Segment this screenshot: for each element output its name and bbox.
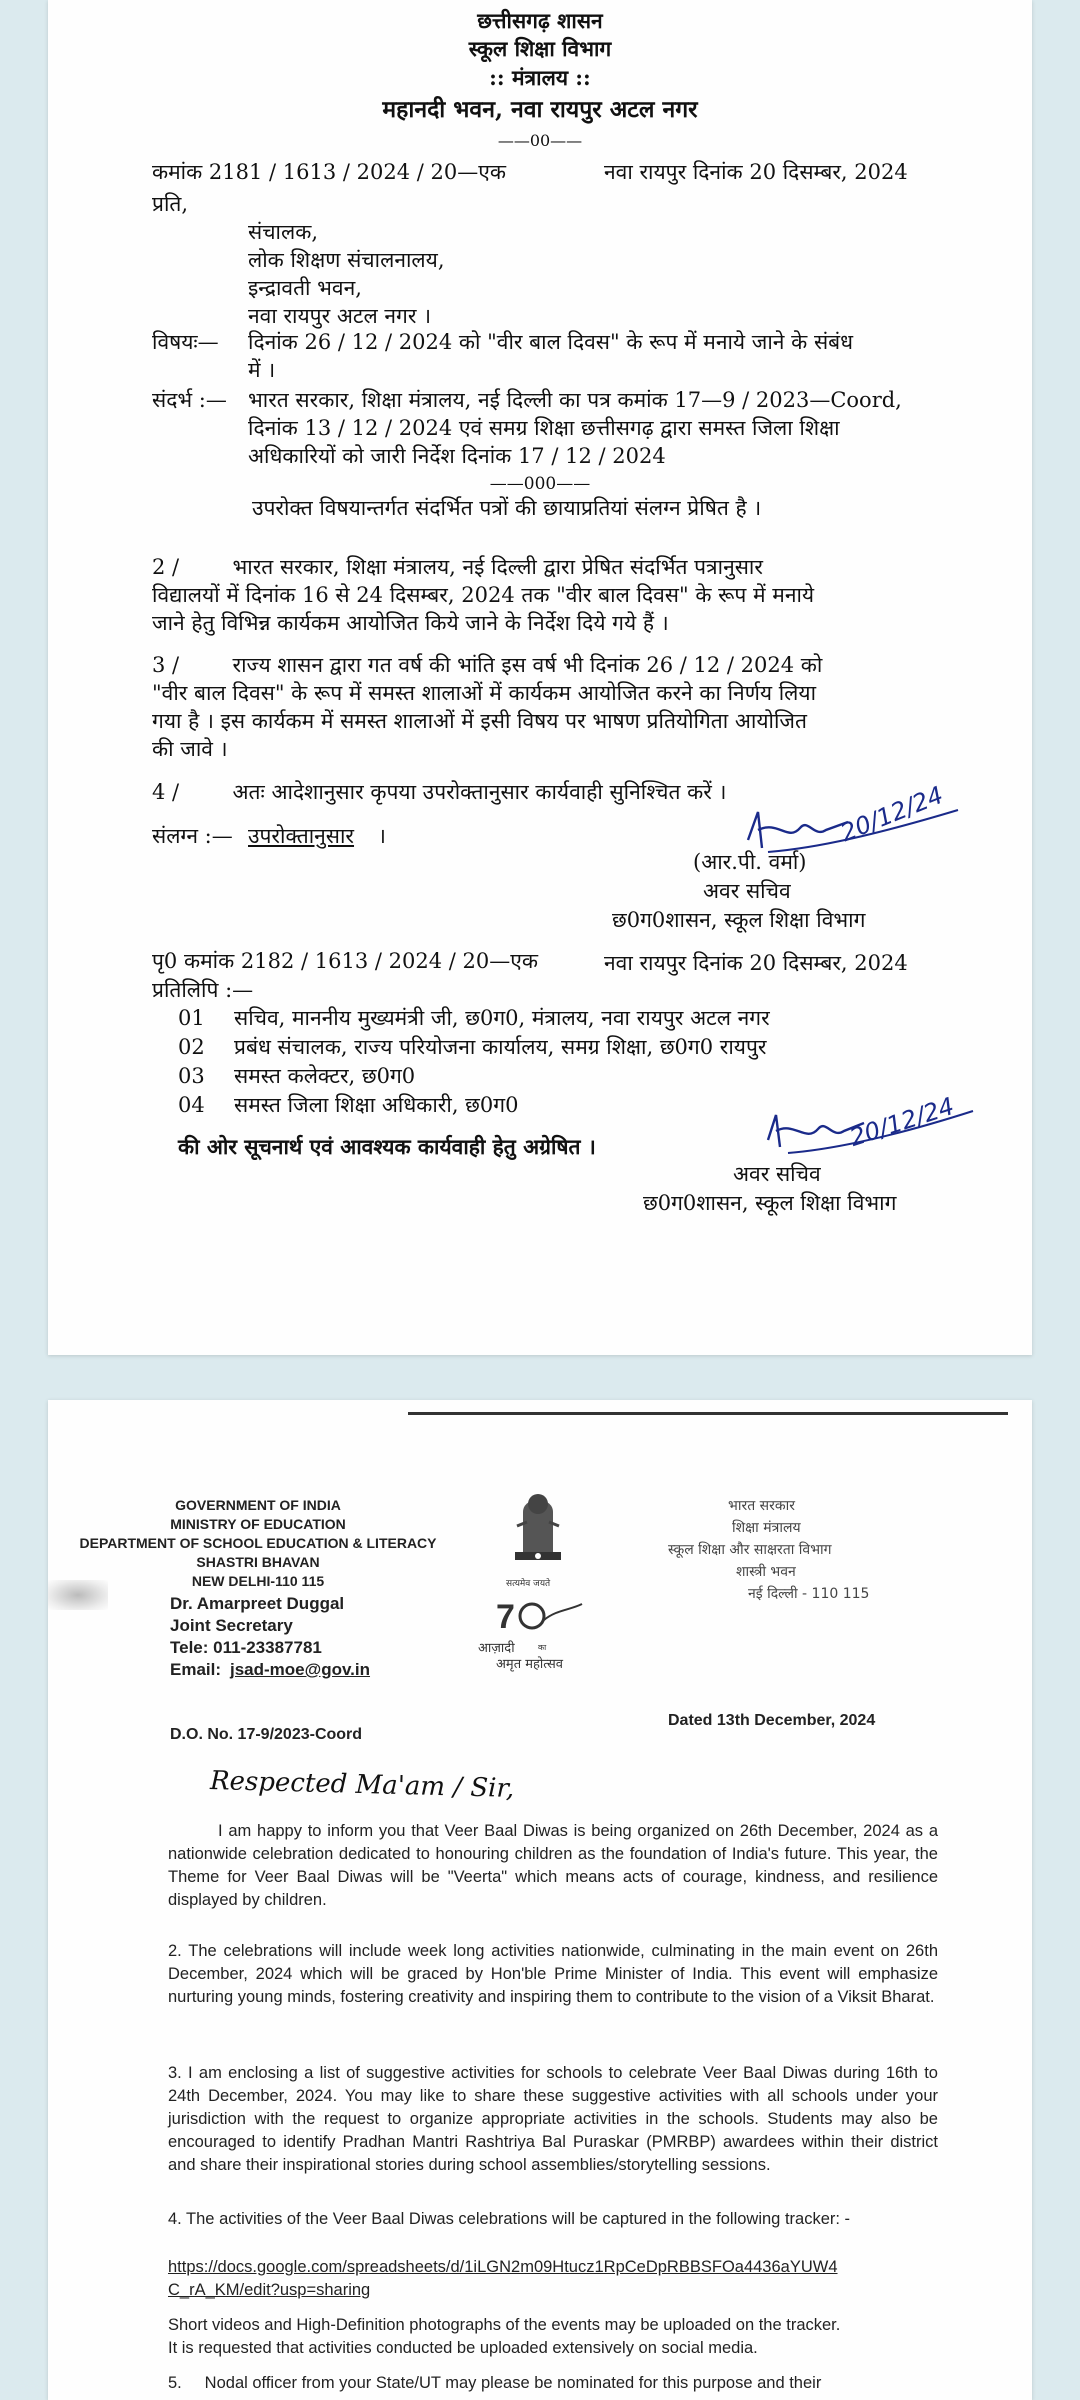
signer-name: (आर.पी. वर्मा) — [693, 850, 807, 874]
header-separator: ——00—— — [497, 131, 583, 150]
letter-date: Dated 13th December, 2024 — [668, 1712, 876, 1729]
paragraph-2-line: 2 / भारत सरकार, शिक्षा मंत्रालय, नई दिल्ली द्वारा प्रेषित संदर्भित पत्रानुसार — [152, 555, 763, 579]
english-paragraph-4: 4. The activities of the Veer Baal Diwas celebrations will be captured in the following tracker: - — [168, 2210, 851, 2228]
scan-smudge — [48, 1580, 108, 1610]
forward-note: की ओर सूचनार्थ एवं आवश्यक कार्यवाही हेतु अग्रेषित । — [178, 1134, 596, 1159]
subject-line: में । — [248, 358, 276, 382]
copy-reference-number: पृ0 कमांक 2182 / 1613 / 2024 / 20—एक — [152, 949, 538, 973]
enclosure-value: उपरोक्तानुसार — [248, 824, 355, 848]
signer-title: अवर सचिव — [703, 879, 791, 903]
english-paragraph-5a: Short videos and High-Definition photographs of the events may be uploaded on the tracker. — [168, 2316, 841, 2334]
hindi-gov-line: भारत सरकार — [728, 1498, 795, 1514]
enclosure-label: संलग्न :— — [152, 824, 233, 848]
copy-item-text: समस्त कलेक्टर, छ0ग0 — [234, 1064, 416, 1088]
english-paragraph-2: 2. The celebrations will include week long activities nationwide, culminating in the main event on 26th December, 2024 which will be graced by Hon'ble Prime Minister of India. This event will emphasize nurturing young minds, fostering creativity and inspiring them to contribute to the vision of a Viksit Bharat. — [168, 1942, 938, 2006]
header-line-1: छत्तीसगढ़ शासन — [477, 8, 603, 33]
english-paragraph-5b: It is requested that activities conducted be uploaded extensively on social media. — [168, 2339, 758, 2357]
azadi-line-2: अमृत महोत्सव — [496, 1657, 564, 1672]
copy-item-number: 02 — [178, 1035, 205, 1059]
header-line-4: महानदी भवन, नवा रायपुर अटल नगर — [382, 96, 698, 123]
azadi-ka: का — [538, 1643, 547, 1652]
addressee-line: इन्द्रावती भवन, — [248, 276, 362, 300]
english-paragraph-3: 3. I am enclosing a list of suggestive activities for schools to celebrate Veer Baal Diwas during 16th to 24th December, 2024. You may like to share these suggestive activities with all schools under your jurisdiction with the request to organize appropriate activities in the schools. Students may also be encouraged to identify Pradhan Mantri Rashtriya Bal Puraskar (PMRBP) awardees within their district and share their inspirational stories during school assemblies/storytelling sessions. — [168, 2064, 938, 2174]
emblem-motto: सत्यमेव जयते — [506, 1579, 551, 1589]
signature-date: 20/12/24 — [836, 780, 948, 848]
paragraph-1: उपरोक्त विषयान्तर्गत संदर्भित पत्रों की छायाप्रतियां संलग्न प्रेषित है । — [252, 496, 762, 520]
svg-text:7: 7 — [496, 1598, 515, 1636]
copy-item-number: 03 — [178, 1064, 205, 1088]
hindi-gov-line: स्कूल शिक्षा और साक्षरता विभाग — [668, 1542, 832, 1558]
email-link[interactable]: jsad-moe@gov.in — [230, 1660, 371, 1679]
hindi-gov-line: शास्त्री भवन — [736, 1564, 796, 1580]
copy-item-text: समस्त जिला शिक्षा अधिकारी, छ0ग0 — [234, 1093, 519, 1117]
subject-line: दिनांक 26 / 12 / 2024 को "वीर बाल दिवस" के रूप में मनाये जाने के संबंध — [248, 330, 854, 354]
paragraph-3-line: "वीर बाल दिवस" के रूप में समस्त शालाओं में कार्यकम आयोजित करने का निर्णय लिया — [152, 681, 817, 705]
signer-department: छ0ग0शासन, स्कूल शिक्षा विभाग — [612, 908, 866, 932]
reference-line: अधिकारियों को जारी निर्देश दिनांक 17 / 12 / 2024 — [248, 444, 666, 468]
email-label: Email: — [170, 1660, 222, 1679]
copy-item-number: 01 — [178, 1006, 205, 1030]
top-scan-line — [408, 1412, 1008, 1415]
signature-2-date: 20/12/24 — [846, 1092, 958, 1152]
addressee-line: संचालक, — [248, 220, 319, 244]
salutation: Respected Ma'am / Sir, — [209, 1766, 515, 1804]
copy-place-date: नवा रायपुर दिनांक 20 दिसम्बर, 2024 — [604, 951, 908, 975]
header-line-2: स्कूल शिक्षा विभाग — [468, 36, 612, 61]
english-paragraph-6: 5. Nodal officer from your State/UT may please be nominated for this purpose and their — [168, 2374, 822, 2392]
paragraph-3-line: 3 / राज्य शासन द्वारा गत वर्ष की भांति इस वर्ष भी दिनांक 26 / 12 / 2024 को — [152, 653, 823, 677]
header-line-3: :: मंत्रालय :: — [489, 65, 591, 90]
paragraph-3-line: की जावे । — [152, 737, 228, 761]
gov-line: MINISTRY OF EDUCATION — [170, 1516, 346, 1532]
reference-line: दिनांक 13 / 12 / 2024 एवं समग्र शिक्षा छत्तीसगढ़ द्वारा समस्त जिला शिक्षा — [248, 416, 840, 440]
tracker-link-line-2[interactable]: C_rA_KM/edit?usp=sharing — [168, 2281, 371, 2299]
azadi-ka-amrit-mahotsav-logo — [486, 1596, 586, 1640]
copy-item-text: सचिव, माननीय मुख्यमंत्री जी, छ0ग0, मंत्रालय, नवा रायपुर अटल नगर — [234, 1006, 770, 1030]
hindi-gov-line: शिक्षा मंत्रालय — [732, 1520, 801, 1536]
paragraph-3-line: गया है । इस कार्यकम में समस्त शालाओं में इसी विषय पर भाषण प्रतियोगिता आयोजित — [152, 709, 807, 733]
paragraph-4: 4 / अतः आदेशानुसार कृपया उपरोक्तानुसार कार्यवाही सुनिश्चित करें । — [152, 780, 727, 804]
telephone: Tele: 011-23387781 — [170, 1638, 322, 1657]
signer-2-title: अवर सचिव — [733, 1162, 821, 1186]
addressee-line: नवा रायपुर अटल नगर । — [248, 304, 432, 328]
letter-page-1 — [48, 0, 1032, 1355]
copy-label: प्रतिलिपि :— — [152, 978, 254, 1002]
reference-label: संदर्भ :— — [152, 388, 227, 412]
gov-line: SHASTRI BHAVAN — [196, 1554, 320, 1570]
do-number: D.O. No. 17-9/2023-Coord — [170, 1726, 363, 1743]
copy-item-number: 04 — [178, 1093, 205, 1117]
separator: ——000—— — [489, 474, 591, 494]
paragraph-2-line: विद्यालयों में दिनांक 16 से 24 दिसम्बर, 2024 तक "वीर बाल दिवस" के रूप में मनाये — [152, 583, 815, 607]
hindi-gov-line: नई दिल्ली - 110 115 — [748, 1586, 870, 1602]
reference-number: कमांक 2181 / 1613 / 2024 / 20—एक — [152, 160, 506, 184]
enclosure-end: । — [378, 824, 386, 848]
copy-item-text: प्रबंध संचालक, राज्य परियोजना कार्यालय, समग्र शिक्षा, छ0ग0 रायपुर — [234, 1035, 767, 1059]
subject-label: विषयः— — [152, 330, 219, 354]
paragraph-2-line: जाने हेतु विभिन्न कार्यकम आयोजित किये जाने के निर्देश दिये गये हैं । — [152, 611, 669, 635]
azadi-line-1: आज़ादी — [478, 1641, 515, 1656]
place-date: नवा रायपुर दिनांक 20 दिसम्बर, 2024 — [604, 160, 908, 184]
gov-line: NEW DELHI-110 115 — [191, 1573, 325, 1589]
reference-line: भारत सरकार, शिक्षा मंत्रालय, नई दिल्ली का पत्र कमांक 17—9 / 2023—Coord, — [248, 388, 902, 412]
gov-line: DEPARTMENT OF SCHOOL EDUCATION & LITERACY — [79, 1535, 437, 1551]
addressee-line: लोक शिक्षण संचालनालय, — [248, 248, 445, 272]
official-title: Joint Secretary — [170, 1616, 293, 1635]
english-paragraph-1: I am happy to inform you that Veer Baal Diwas is being organized on 26th December, 2024 as a nationwide celebration dedicated to honouring children as the foundation of India's future. This year, the Theme for Veer Baal Diwas will be "Veerta" which means acts of courage, kindness, and resilience displayed by children. — [168, 1822, 938, 1909]
gov-line: GOVERNMENT OF INDIA — [175, 1497, 341, 1513]
signer-2-department: छ0ग0शासन, स्कूल शिक्षा विभाग — [643, 1191, 897, 1215]
national-emblem-icon — [503, 1482, 573, 1578]
tracker-link-line-1[interactable]: https://docs.google.com/spreadsheets/d/1iLGN2m09Htucz1RpCeDpRBBSFOa4436aYUW4 — [168, 2258, 838, 2276]
letter-page-2 — [48, 1400, 1032, 2400]
prati-label: प्रति, — [152, 192, 189, 216]
official-name: Dr. Amarpreet Duggal — [170, 1594, 345, 1613]
